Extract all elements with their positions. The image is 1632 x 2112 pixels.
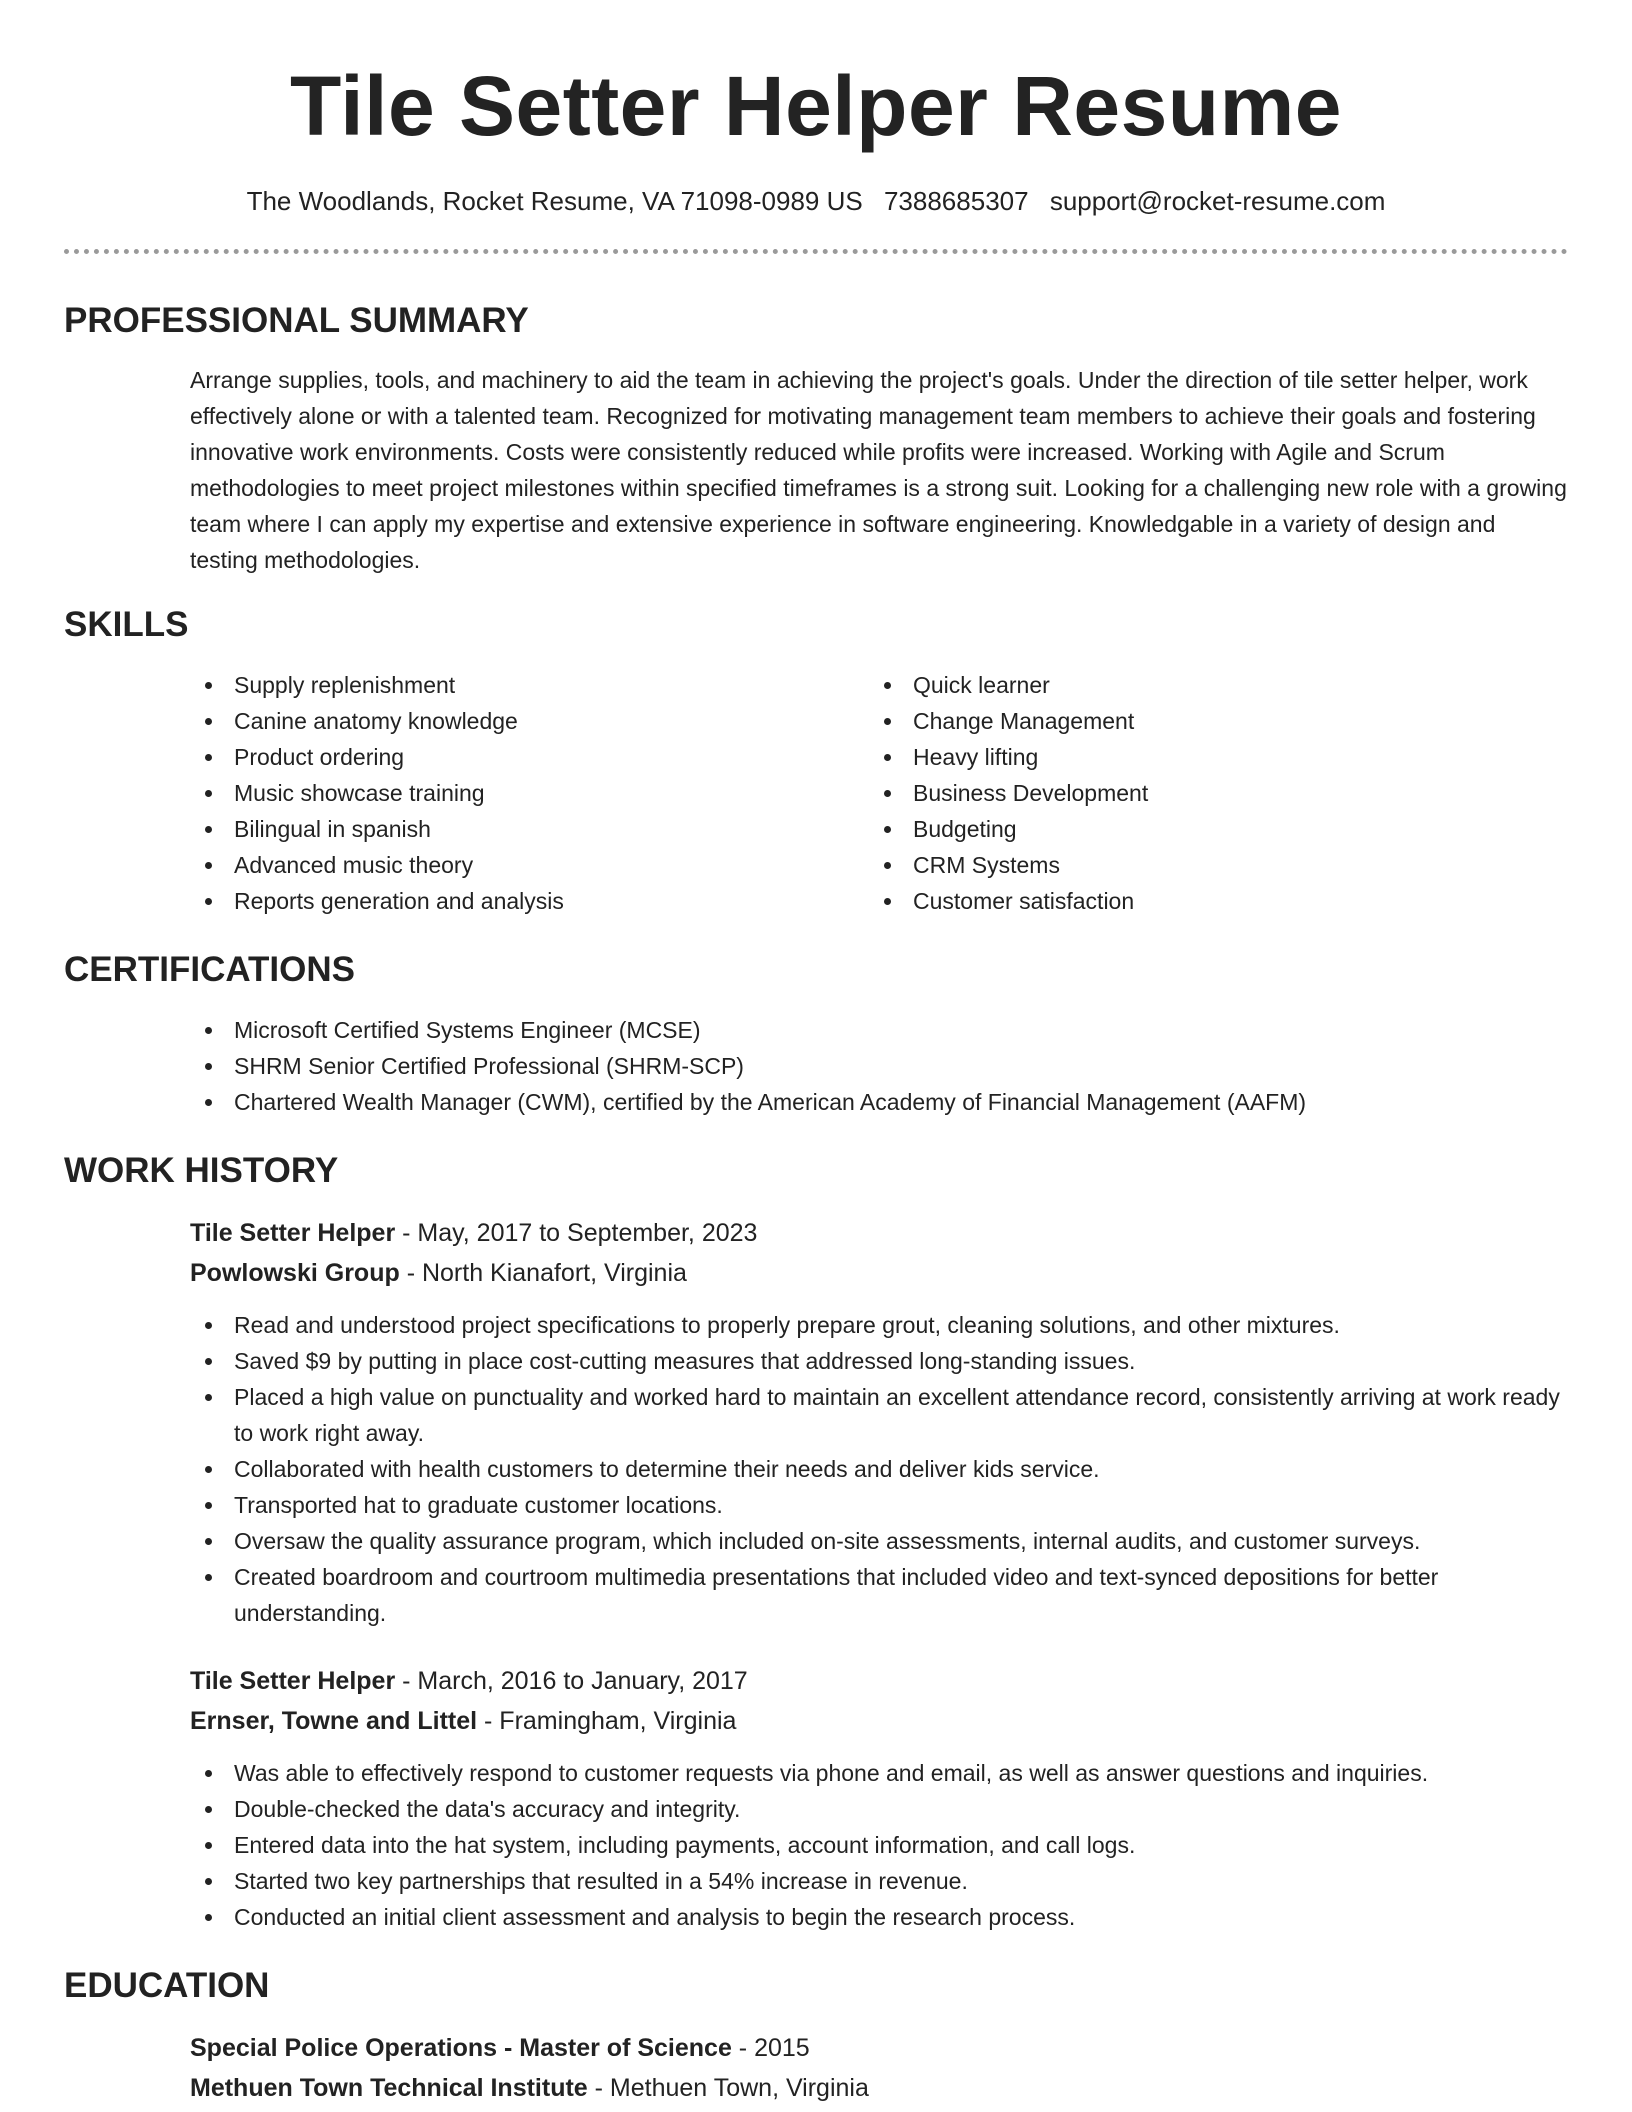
education-year: - 2015 — [731, 2034, 810, 2062]
certifications-list — [190, 1012, 1568, 1120]
education-degree: Special Police Operations - Master of Science — [190, 2034, 732, 2062]
skills-section — [64, 603, 1568, 919]
job-bullet: Read and understood project specifications to properly prepare grout, cleaning solutions, and other mixtures. — [190, 1307, 1568, 1343]
job-bullet: Was able to effectively respond to customer requests via phone and email, as well as answer questions and inquiries. — [190, 1755, 1568, 1791]
job-title-line — [190, 1661, 1568, 1701]
job-bullet: Double-checked the data's accuracy and integrity. — [190, 1791, 1568, 1827]
work-history-heading: WORK HISTORY — [64, 1151, 339, 1190]
summary-section — [64, 299, 1568, 578]
education-entry — [190, 2028, 1568, 2108]
job-bullet: Transported hat to graduate customer locations. — [190, 1487, 1568, 1523]
job-company: Powlowski Group — [190, 1259, 400, 1287]
skill-item: Supply replenishment — [190, 667, 869, 703]
job-bullet: Placed a high value on punctuality and worked hard to maintain an excellent attendance record, consistently arriving at work ready to work right away. — [190, 1379, 1568, 1451]
skill-item: Music showcase training — [190, 775, 869, 811]
summary-heading: PROFESSIONAL SUMMARY — [64, 301, 529, 340]
certification-item: Chartered Wealth Manager (CWM), certified by the American Academy of Financial Management (AAFM) — [190, 1084, 1568, 1120]
job-bullet: Created boardroom and courtroom multimedia presentations that included video and text-synced depositions for better understanding. — [190, 1559, 1568, 1631]
job-bullet: Oversaw the quality assurance program, which included on-site assessments, internal audits, and customer surveys. — [190, 1523, 1568, 1559]
skills-heading: SKILLS — [64, 605, 189, 644]
contact-phone: 7388685307 — [883, 186, 1029, 216]
job-company-line — [190, 1253, 1568, 1293]
skill-item: Customer satisfaction — [869, 883, 1548, 919]
skill-item: Reports generation and analysis — [190, 883, 869, 919]
skill-item: Quick learner — [869, 667, 1548, 703]
job-role: Tile Setter Helper — [190, 1219, 396, 1247]
job-entry — [190, 1213, 1568, 1293]
job-bullet: Collaborated with health customers to determine their needs and deliver kids service. — [190, 1451, 1568, 1487]
skills-grid — [190, 667, 1568, 919]
skill-item: Change Management — [869, 703, 1548, 739]
job-role: Tile Setter Helper — [190, 1667, 396, 1695]
contact-email: support@rocket-resume.com — [1049, 186, 1386, 216]
skills-list-right — [869, 667, 1548, 919]
job-entry — [190, 1661, 1568, 1741]
work-history-section — [64, 1149, 1568, 1935]
job-company: Ernser, Towne and Littel — [190, 1707, 478, 1735]
education-degree-line — [190, 2028, 1568, 2068]
job-dates: - May, 2017 to September, 2023 — [395, 1219, 758, 1247]
resume-page — [64, 0, 1568, 2108]
certification-item: SHRM Senior Certified Professional (SHRM-SCP) — [190, 1048, 1568, 1084]
education-school: Methuen Town Technical Institute — [190, 2074, 588, 2102]
job-bullets — [190, 1755, 1568, 1935]
certifications-heading: CERTIFICATIONS — [64, 950, 356, 989]
job-location: - Framingham, Virginia — [477, 1707, 737, 1735]
job-bullets — [190, 1307, 1568, 1631]
skill-item: Heavy lifting — [869, 739, 1548, 775]
certification-item: Microsoft Certified Systems Engineer (MCSE) — [190, 1012, 1568, 1048]
education-location: - Methuen Town, Virginia — [587, 2074, 869, 2102]
summary-text: Arrange supplies, tools, and machinery to aid the team in achieving the project's goals. Under the direction of tile setter helper, work effectively alone or with a talented team. Recognized for motivating management team members to achieve their goals and fostering innovative work environments. Costs were consistently reduced while profits were increased. Working with Agile and Scrum methodologies to meet project milestones within specified timeframes is a strong suit. Looking for a challenging new role with a growing team where I can apply my expertise and extensive experience in software engineering. Knowledgable in a variety of design and testing methodologies. — [190, 367, 1567, 573]
job-company-line — [190, 1701, 1568, 1741]
job-bullet: Saved $9 by putting in place cost-cutting measures that addressed long-standing issues. — [190, 1343, 1568, 1379]
skill-item: CRM Systems — [869, 847, 1548, 883]
header-divider — [64, 249, 1568, 254]
skill-item: Business Development — [869, 775, 1548, 811]
certifications-section — [64, 948, 1568, 1120]
education-heading: EDUCATION — [64, 1966, 270, 2005]
job-location: - North Kianafort, Virginia — [399, 1259, 687, 1287]
skills-list-left — [190, 667, 869, 919]
job-bullet: Conducted an initial client assessment and analysis to begin the research process. — [190, 1899, 1568, 1935]
skill-item: Budgeting — [869, 811, 1548, 847]
skill-item: Product ordering — [190, 739, 869, 775]
contact-address: The Woodlands, Rocket Resume, VA 71098-0989 US — [246, 186, 863, 216]
skill-item: Advanced music theory — [190, 847, 869, 883]
job-dates: - March, 2016 to January, 2017 — [395, 1667, 748, 1695]
skill-item: Bilingual in spanish — [190, 811, 869, 847]
education-section — [64, 1964, 1568, 2108]
skill-item: Canine anatomy knowledge — [190, 703, 869, 739]
job-bullet: Entered data into the hat system, including payments, account information, and call logs. — [190, 1827, 1568, 1863]
job-title-line — [190, 1213, 1568, 1253]
resume-title: Tile Setter Helper Resume — [289, 59, 1343, 153]
education-school-line — [190, 2068, 1568, 2108]
job-bullet: Started two key partnerships that resulted in a 54% increase in revenue. — [190, 1863, 1568, 1899]
contact-line — [64, 184, 1568, 218]
